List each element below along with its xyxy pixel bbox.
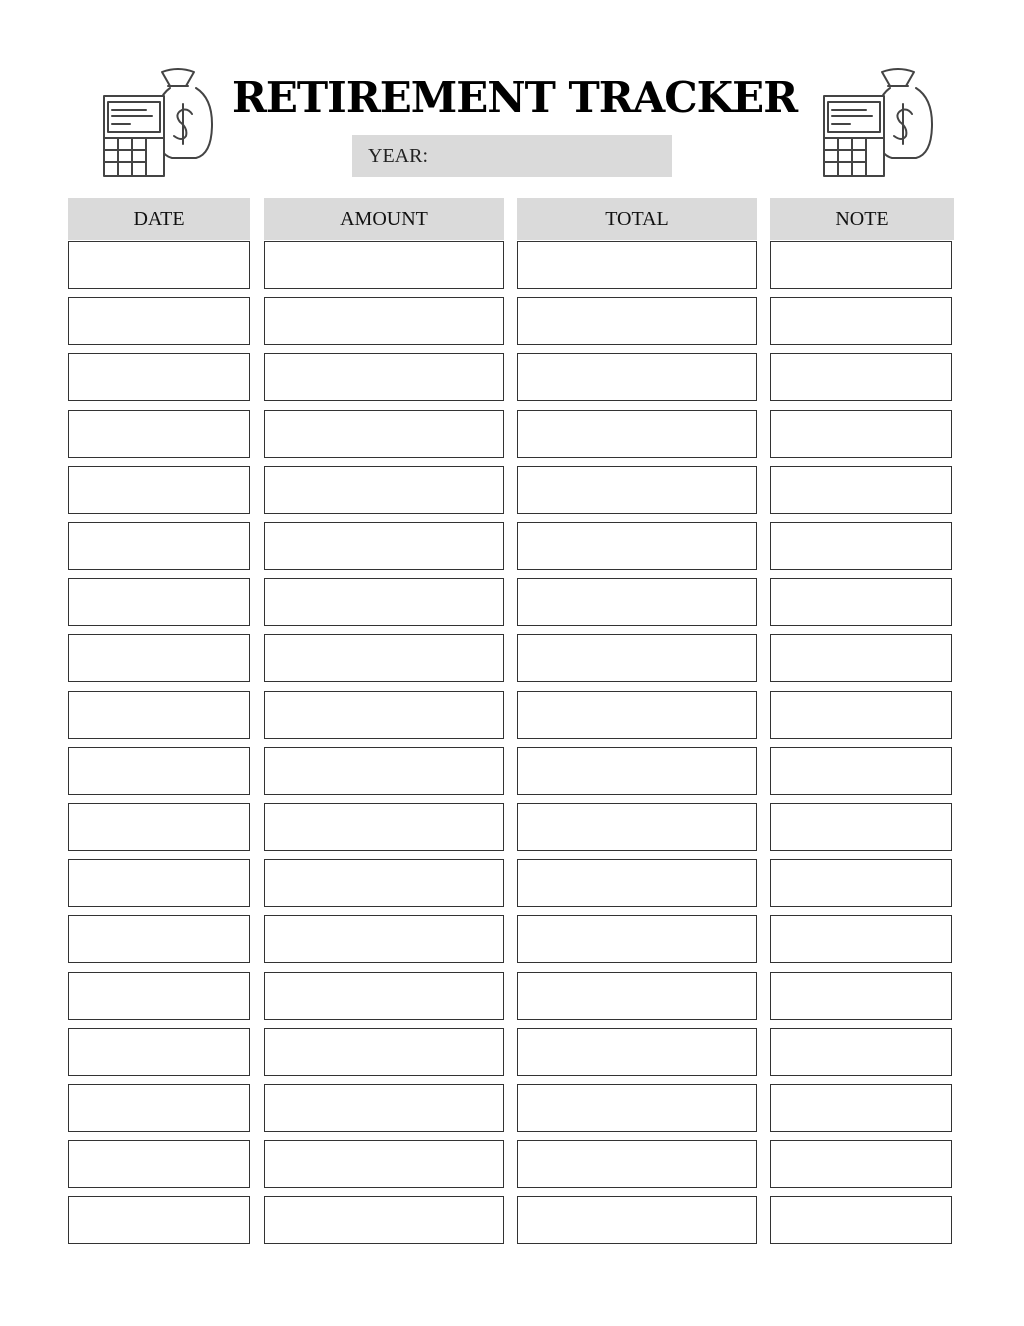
column-header-total: TOTAL bbox=[517, 198, 757, 240]
amount-cell[interactable] bbox=[264, 297, 504, 345]
date-cell[interactable] bbox=[68, 522, 250, 570]
total-cell[interactable] bbox=[517, 466, 757, 514]
date-cell[interactable] bbox=[68, 578, 250, 626]
total-cell[interactable] bbox=[517, 578, 757, 626]
total-cell[interactable] bbox=[517, 522, 757, 570]
note-cell[interactable] bbox=[770, 1140, 952, 1188]
date-cell[interactable] bbox=[68, 297, 250, 345]
amount-cell[interactable] bbox=[264, 747, 504, 795]
note-cell[interactable] bbox=[770, 410, 952, 458]
date-cell[interactable] bbox=[68, 353, 250, 401]
note-cell[interactable] bbox=[770, 297, 952, 345]
column-header-date: DATE bbox=[68, 198, 250, 240]
total-cell[interactable] bbox=[517, 410, 757, 458]
note-cell[interactable] bbox=[770, 859, 952, 907]
amount-cell[interactable] bbox=[264, 466, 504, 514]
date-cell[interactable] bbox=[68, 1028, 250, 1076]
note-cell[interactable] bbox=[770, 1196, 952, 1244]
amount-cell[interactable] bbox=[264, 522, 504, 570]
date-cell[interactable] bbox=[68, 1196, 250, 1244]
date-cell[interactable] bbox=[68, 972, 250, 1020]
amount-cell[interactable] bbox=[264, 410, 504, 458]
total-cell[interactable] bbox=[517, 1028, 757, 1076]
date-cell[interactable] bbox=[68, 691, 250, 739]
amount-cell[interactable] bbox=[264, 803, 504, 851]
total-cell[interactable] bbox=[517, 353, 757, 401]
total-cell[interactable] bbox=[517, 747, 757, 795]
amount-cell[interactable] bbox=[264, 241, 504, 289]
total-cell[interactable] bbox=[517, 972, 757, 1020]
total-cell[interactable] bbox=[517, 241, 757, 289]
date-cell[interactable] bbox=[68, 859, 250, 907]
column-header-note: NOTE bbox=[770, 198, 954, 240]
note-cell[interactable] bbox=[770, 747, 952, 795]
page-title: RETIREMENT TRACKER bbox=[232, 73, 798, 122]
note-cell[interactable] bbox=[770, 634, 952, 682]
total-cell[interactable] bbox=[517, 634, 757, 682]
amount-cell[interactable] bbox=[264, 1028, 504, 1076]
amount-cell[interactable] bbox=[264, 1196, 504, 1244]
date-cell[interactable] bbox=[68, 915, 250, 963]
note-cell[interactable] bbox=[770, 1084, 952, 1132]
total-cell[interactable] bbox=[517, 297, 757, 345]
note-cell[interactable] bbox=[770, 691, 952, 739]
date-cell[interactable] bbox=[68, 1084, 250, 1132]
total-cell[interactable] bbox=[517, 1084, 757, 1132]
total-cell[interactable] bbox=[517, 691, 757, 739]
year-field[interactable] bbox=[352, 135, 672, 177]
total-cell[interactable] bbox=[517, 1140, 757, 1188]
date-cell[interactable] bbox=[68, 466, 250, 514]
amount-cell[interactable] bbox=[264, 634, 504, 682]
amount-cell[interactable] bbox=[264, 859, 504, 907]
money-bag-calculator-icon bbox=[100, 64, 216, 180]
column-header-amount: AMOUNT bbox=[264, 198, 504, 240]
total-cell[interactable] bbox=[517, 915, 757, 963]
total-cell[interactable] bbox=[517, 1196, 757, 1244]
year-label: YEAR: bbox=[368, 145, 428, 167]
note-cell[interactable] bbox=[770, 241, 952, 289]
amount-cell[interactable] bbox=[264, 353, 504, 401]
amount-cell[interactable] bbox=[264, 691, 504, 739]
note-cell[interactable] bbox=[770, 972, 952, 1020]
note-cell[interactable] bbox=[770, 578, 952, 626]
date-cell[interactable] bbox=[68, 634, 250, 682]
note-cell[interactable] bbox=[770, 1028, 952, 1076]
total-cell[interactable] bbox=[517, 803, 757, 851]
amount-cell[interactable] bbox=[264, 1084, 504, 1132]
amount-cell[interactable] bbox=[264, 915, 504, 963]
date-cell[interactable] bbox=[68, 803, 250, 851]
amount-cell[interactable] bbox=[264, 972, 504, 1020]
amount-cell[interactable] bbox=[264, 578, 504, 626]
note-cell[interactable] bbox=[770, 466, 952, 514]
date-cell[interactable] bbox=[68, 241, 250, 289]
date-cell[interactable] bbox=[68, 1140, 250, 1188]
note-cell[interactable] bbox=[770, 915, 952, 963]
note-cell[interactable] bbox=[770, 803, 952, 851]
note-cell[interactable] bbox=[770, 522, 952, 570]
total-cell[interactable] bbox=[517, 859, 757, 907]
money-bag-calculator-icon bbox=[820, 64, 936, 180]
note-cell[interactable] bbox=[770, 353, 952, 401]
date-cell[interactable] bbox=[68, 410, 250, 458]
amount-cell[interactable] bbox=[264, 1140, 504, 1188]
date-cell[interactable] bbox=[68, 747, 250, 795]
